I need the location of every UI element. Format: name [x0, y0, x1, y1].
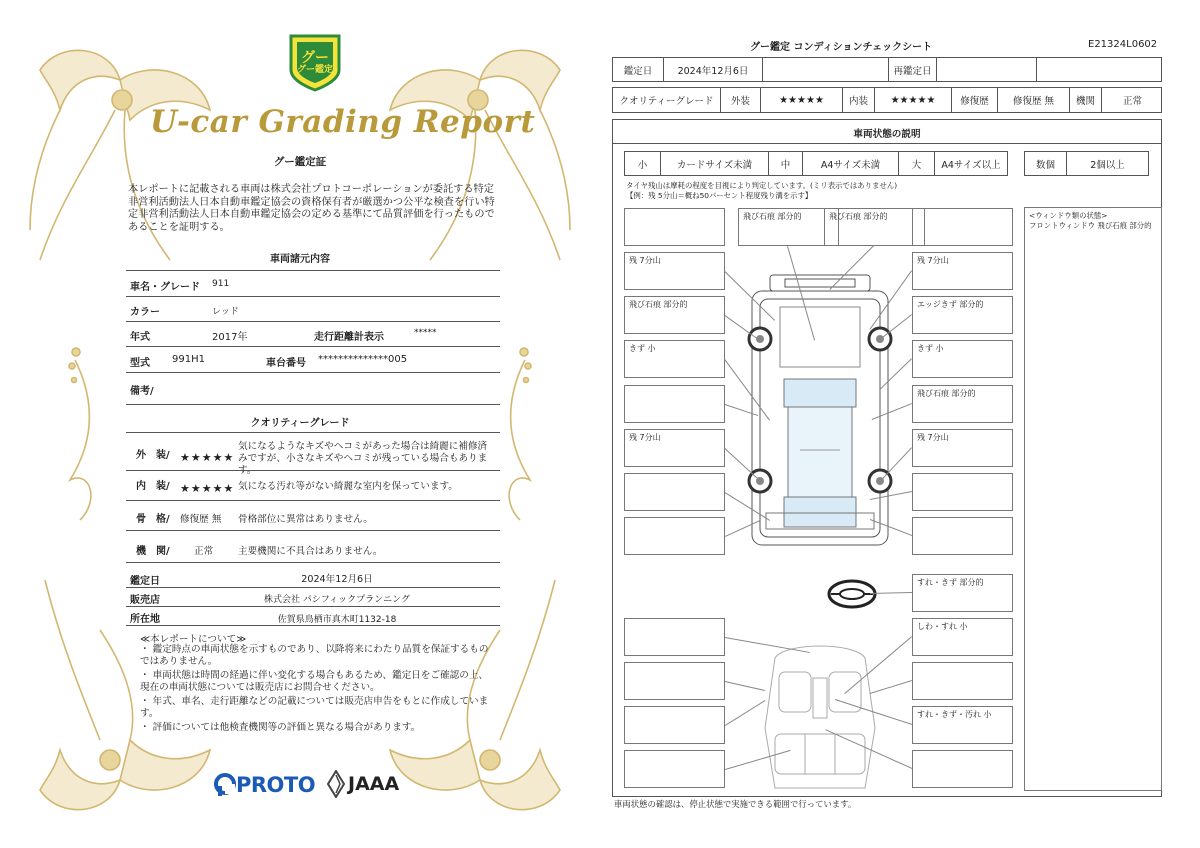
sheet-title: グー鑑定 コンディションチェックシート — [750, 42, 933, 53]
color-value: レッド — [212, 307, 239, 317]
interior-left-box — [624, 706, 725, 744]
car-exterior-diagram — [740, 255, 900, 555]
note-4: ・ 評価については他検査機関等の評価と異なる場合があります。 — [140, 722, 421, 733]
tire-note-2: 【例：残 5分山＝概ね50パーセント程度残り溝を示す】 — [626, 191, 813, 200]
grade-interior-label: 内 装/ — [136, 481, 170, 492]
regrade-value — [937, 58, 1037, 81]
exterior-left-box: 残 7分山 — [624, 252, 725, 290]
interior-right-box: すれ・きず 部分的 — [912, 574, 1013, 612]
exterior-left-box — [624, 208, 725, 246]
regrade-label: 再鑑定日 — [889, 58, 937, 81]
quality-label: クオリティーグレード — [613, 88, 721, 112]
engine-label: 機関 — [1070, 88, 1102, 112]
exterior-top-box: 飛び石痕 部分的 — [738, 208, 839, 246]
car-interior-diagram — [755, 638, 885, 796]
sheet-date-blank — [763, 58, 889, 81]
legend-count: 数個 — [1025, 152, 1067, 175]
exterior-left-box — [624, 473, 725, 511]
tire-note-1: タイヤ残山は摩耗の程度を目視により判定しています。(ミリ表示ではありません) — [626, 181, 898, 190]
model-value: 991H1 — [172, 354, 205, 365]
mileage-label: 走行距離計表示 — [314, 332, 384, 343]
interior-right-box: しわ・すれ 小 — [912, 618, 1013, 656]
exterior-right-box — [912, 473, 1013, 511]
name-value: 911 — [212, 279, 230, 289]
window-condition-panel — [1024, 207, 1162, 791]
jaaa-logo — [326, 770, 406, 798]
grade-frame-label: 骨 格/ — [136, 514, 170, 525]
grade-frame-value: 修復歴 無 — [180, 514, 222, 525]
interior-right-box — [912, 662, 1013, 700]
engine-value: 正常 — [1122, 96, 1142, 107]
exterior-right-box — [912, 208, 1013, 246]
sheet-footer: 車両状態の確認は、停止状態で実施できる範囲で行っています。 — [614, 799, 857, 809]
legend-small-desc: カードサイズ未満 — [661, 152, 769, 175]
dealer-value: 株式会社 パシフィックプランニング — [264, 595, 410, 605]
proto-wordmark: PROTO — [236, 773, 316, 797]
proto-mark-icon — [214, 772, 236, 796]
sheet-code: E21324L0602 — [1088, 39, 1158, 50]
exterior-right-box: 残 7分山 — [912, 429, 1013, 467]
exterior-left-box — [624, 385, 725, 423]
proto-logo — [214, 772, 324, 798]
svg-text:グー: グー — [301, 50, 329, 66]
year-label: 年式 — [130, 332, 150, 343]
exterior-right-box — [912, 517, 1013, 555]
grade-engine-value: 正常 — [194, 546, 214, 557]
grade-exterior-label: 外 装/ — [136, 450, 170, 461]
interior-left-box — [624, 618, 725, 656]
grade-interior-note: 気になる汚れ等がない綺麗な室内を保っています。 — [238, 481, 458, 492]
grade-heading: クオリティーグレード — [250, 418, 350, 429]
address-label: 所在地 — [130, 614, 160, 625]
model-label: 型式 — [130, 358, 150, 369]
repair-label: 修復歴 — [952, 88, 998, 112]
exterior-right-box: エッジきず 部分的 — [912, 296, 1013, 334]
grade-engine-note: 主要機関に不具合はありません。 — [238, 546, 383, 557]
note-2: ・ 車両状態は時間の経過に伴い変化する場合もあるため、鑑定日をご確認の上、現在の車両状態については販売店にお問合せください。 — [140, 670, 489, 693]
legend-medium: 中 — [769, 152, 803, 175]
legend-small: 小 — [625, 152, 661, 175]
date-value: 2024年12月6日 — [301, 574, 373, 585]
exterior-left-box: 残 7分山 — [624, 429, 725, 467]
grade-interior-stars: ★★★★★ — [180, 482, 235, 495]
address-value: 佐賀県鳥栖市真木町1132-18 — [277, 615, 397, 625]
regrade-extra — [1037, 58, 1163, 81]
exterior-label: 外装 — [721, 88, 761, 112]
repair-value: 修復歴 無 — [998, 88, 1070, 112]
interior-left-box — [624, 750, 725, 788]
grade-engine-label: 機 関/ — [136, 546, 170, 557]
jaaa-mark-icon — [326, 770, 346, 798]
certificate-subtitle: グー鑑定証 — [273, 156, 327, 168]
notes-heading: ≪本レポートについて≫ — [140, 634, 247, 645]
count-legend — [1024, 151, 1149, 176]
color-label: カラー — [130, 307, 160, 318]
size-legend — [624, 151, 1008, 176]
spec-heading: 車両諸元内容 — [270, 254, 330, 265]
exterior-left-box: きず 小 — [624, 340, 725, 378]
exterior-left-box: 飛び石痕 部分的 — [624, 296, 725, 334]
name-label: 車名・グレード — [130, 282, 200, 293]
condition-check-sheet — [600, 0, 1200, 848]
year-value: 2017年 — [212, 332, 248, 343]
grade-exterior-stars: ★★★★★ — [180, 451, 235, 464]
report-script-title: U-car Grading Report — [150, 104, 536, 140]
exterior-right-box: 飛び石痕 部分的 — [912, 385, 1013, 423]
interior-right-box: すれ・きず・汚れ 小 — [912, 706, 1013, 744]
legend-large-desc: A4サイズ以上 — [941, 159, 1001, 171]
date-row — [612, 57, 1162, 82]
exterior-left-box — [624, 517, 725, 555]
interior-stars: ★★★★★ — [875, 88, 952, 112]
sheet-date-value: 2024年12月6日 — [664, 58, 763, 81]
dealer-label: 販売店 — [130, 595, 160, 606]
remarks-label: 備考/ — [130, 386, 154, 397]
chassis-label: 車台番号 — [266, 358, 306, 369]
legend-medium-desc: A4サイズ未満 — [803, 152, 899, 175]
legend-large: 大 — [899, 152, 935, 175]
grade-frame-note: 骨格部位に異常はありません。 — [238, 514, 373, 525]
date-label: 鑑定日 — [130, 576, 160, 587]
chassis-value: **************005 — [318, 354, 408, 365]
mileage-value: ***** — [414, 328, 437, 338]
note-3: ・ 年式、車名、走行距離などの記載については販売店申告をもとに作成しています。 — [140, 696, 489, 719]
certificate-intro: 本レポートに記載される車両は株式会社プロトコーポレーションが委託する特定非営利活動法人日本自動車鑑定協会の資格保有者が厳選かつ公平な検査を行い特定非営利活動法人日本自動車鑑定協会の定める基準にて品質評価を行ったものであることを証明する。 — [128, 184, 495, 233]
badge-label: グー鑑定 — [296, 65, 333, 75]
section-title: 車両状態の説明 — [853, 129, 921, 140]
sheet-date-label: 鑑定日 — [613, 58, 664, 81]
quality-row — [612, 87, 1162, 113]
exterior-right-box: きず 小 — [912, 340, 1013, 378]
legend-count-desc: 2個以上 — [1090, 159, 1125, 171]
window-condition-text: <ウィンドウ類の状態> フロントウィンドウ 飛び石痕 部分的 — [1029, 211, 1152, 230]
exterior-top-box: 飛び石痕 部分的 — [824, 208, 925, 246]
goo-kantei-badge — [287, 32, 343, 92]
interior-label: 内装 — [843, 88, 875, 112]
grade-exterior-note: 気になるようなキズやヘコミがあった場合は綺麗に補修済みですが、小さなキズやヘコミが残っている場合もありま — [238, 441, 488, 464]
jaaa-wordmark: JAAA — [348, 773, 400, 795]
interior-right-box — [912, 750, 1013, 788]
interior-left-box — [624, 662, 725, 700]
exterior-stars: ★★★★★ — [761, 88, 843, 112]
exterior-right-box: 残 7分山 — [912, 252, 1013, 290]
note-1: ・ 鑑定時点の車両状態を示すものであり、以降将来にわたり品質を保証するものではありません。 — [140, 644, 489, 667]
